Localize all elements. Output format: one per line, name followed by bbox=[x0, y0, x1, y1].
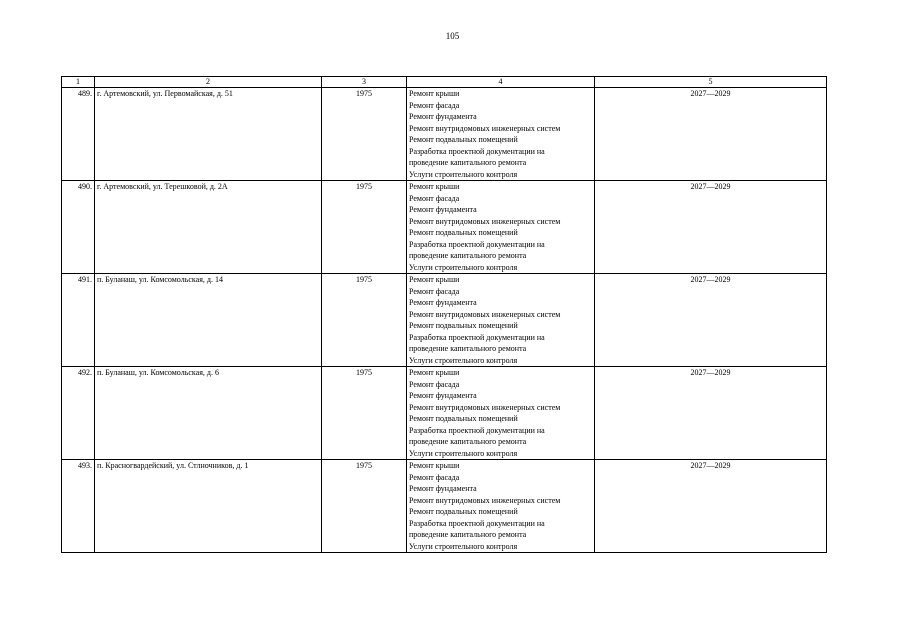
work-item: Разработка проектной документации на bbox=[409, 332, 545, 342]
table-row bbox=[62, 367, 827, 460]
work-item: Разработка проектной документации на bbox=[409, 425, 545, 435]
table-row bbox=[62, 274, 827, 367]
table-row bbox=[62, 88, 827, 181]
row-number: 493. bbox=[62, 460, 95, 553]
work-item: Услуги строительного контроля bbox=[409, 541, 518, 551]
work-item: Ремонт крыши bbox=[409, 368, 460, 377]
works-cell bbox=[407, 460, 595, 553]
work-item: Ремонт фасада bbox=[409, 286, 460, 296]
work-item: Разработка проектной документации на bbox=[409, 518, 545, 528]
work-item: Услуги строительного контроля bbox=[409, 262, 518, 272]
work-item: Услуги строительного контроля bbox=[409, 355, 518, 365]
work-item: Услуги строительного контроля bbox=[409, 169, 518, 179]
work-item: Ремонт подвальных помещений bbox=[409, 507, 518, 516]
work-item: Ремонт крыши bbox=[409, 461, 460, 470]
work-item: Ремонт подвальных помещений bbox=[409, 228, 518, 237]
work-item: Ремонт фундамента bbox=[409, 298, 477, 307]
year-cell: 1975 bbox=[322, 367, 407, 460]
work-item: Ремонт крыши bbox=[409, 182, 460, 191]
works-cell bbox=[407, 274, 595, 367]
address-cell: п. Красногвардейский, ул. Стлночников, д. 1 bbox=[95, 460, 322, 553]
row-number: 489. bbox=[62, 88, 95, 181]
address-cell: п. Буланаш, ул. Комсомольская, д. 6 bbox=[95, 367, 322, 460]
work-item: проведение капитального ремонта bbox=[409, 344, 527, 353]
work-item: Ремонт крыши bbox=[409, 275, 460, 284]
page-number: 105 bbox=[445, 31, 460, 41]
period-cell: 2027—2029 bbox=[595, 88, 827, 181]
table-body bbox=[62, 88, 827, 553]
work-item: Разработка проектной документации на bbox=[409, 239, 545, 249]
work-item: Ремонт внутридомовых инженерных систем bbox=[409, 309, 561, 319]
address-cell: г. Артемовский, ул. Первомайская, д. 51 bbox=[95, 88, 322, 181]
work-item: Ремонт фасада bbox=[409, 379, 460, 389]
row-number: 491. bbox=[62, 274, 95, 367]
work-item: Ремонт внутридомовых инженерных систем bbox=[409, 216, 561, 226]
work-item: Услуги строительного контроля bbox=[409, 448, 518, 458]
row-number: 492. bbox=[62, 367, 95, 460]
works-cell bbox=[407, 181, 595, 274]
capital-repair-table bbox=[61, 76, 827, 553]
work-item: Ремонт фундамента bbox=[409, 484, 477, 493]
work-item: Ремонт фасада bbox=[409, 100, 460, 110]
works-cell bbox=[407, 88, 595, 181]
period-cell: 2027—2029 bbox=[595, 274, 827, 367]
column-header-2: 2 bbox=[95, 77, 322, 88]
column-header-1: 1 bbox=[62, 77, 95, 88]
column-header-3: 3 bbox=[322, 77, 407, 88]
table-row bbox=[62, 460, 827, 553]
work-item: Ремонт фундамента bbox=[409, 391, 477, 400]
work-item: проведение капитального ремонта bbox=[409, 158, 527, 167]
year-cell: 1975 bbox=[322, 181, 407, 274]
work-item: проведение капитального ремонта bbox=[409, 437, 527, 446]
column-header-5: 5 bbox=[595, 77, 827, 88]
table-row bbox=[62, 181, 827, 274]
work-item: проведение капитального ремонта bbox=[409, 530, 527, 539]
work-item: Разработка проектной документации на bbox=[409, 146, 545, 156]
work-item: Ремонт внутридомовых инженерных систем bbox=[409, 123, 561, 133]
period-cell: 2027—2029 bbox=[595, 460, 827, 553]
work-item: Ремонт фундамента bbox=[409, 205, 477, 214]
work-item: Ремонт подвальных помещений bbox=[409, 414, 518, 423]
work-item: Ремонт фасада bbox=[409, 193, 460, 203]
year-cell: 1975 bbox=[322, 460, 407, 553]
period-cell: 2027—2029 bbox=[595, 181, 827, 274]
year-cell: 1975 bbox=[322, 274, 407, 367]
address-cell: г. Артемовский, ул. Терешковой, д. 2А bbox=[95, 181, 322, 274]
work-item: Ремонт фундамента bbox=[409, 112, 477, 121]
column-header-4: 4 bbox=[407, 77, 595, 88]
work-item: проведение капитального ремонта bbox=[409, 251, 527, 260]
work-item: Ремонт подвальных помещений bbox=[409, 135, 518, 144]
address-cell: п. Буланаш, ул. Комсомольская, д. 14 bbox=[95, 274, 322, 367]
year-cell: 1975 bbox=[322, 88, 407, 181]
header-row bbox=[62, 77, 827, 88]
period-cell: 2027—2029 bbox=[595, 367, 827, 460]
row-number: 490. bbox=[62, 181, 95, 274]
work-item: Ремонт подвальных помещений bbox=[409, 321, 518, 330]
work-item: Ремонт крыши bbox=[409, 89, 460, 98]
work-item: Ремонт фасада bbox=[409, 472, 460, 482]
works-cell bbox=[407, 367, 595, 460]
work-item: Ремонт внутридомовых инженерных систем bbox=[409, 495, 561, 505]
work-item: Ремонт внутридомовых инженерных систем bbox=[409, 402, 561, 412]
